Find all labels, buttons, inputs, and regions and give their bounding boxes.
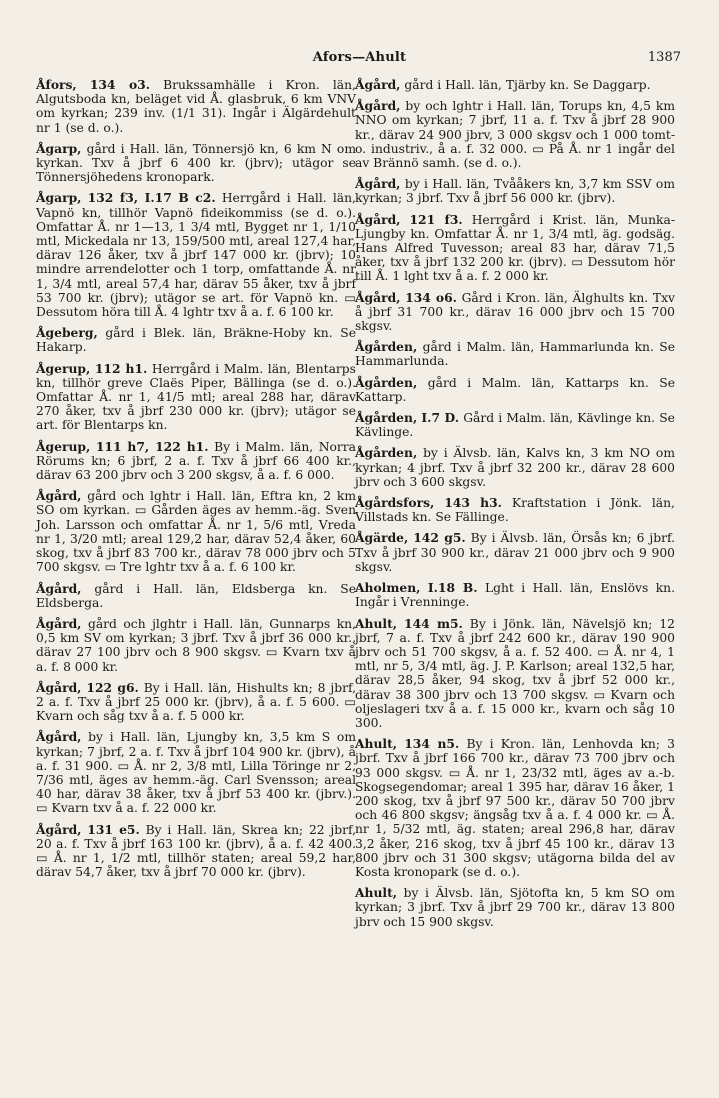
entry-map-ref: I.18 B. <box>427 580 478 596</box>
gazetteer-entry <box>36 730 356 815</box>
gazetteer-entry <box>36 681 356 724</box>
entry-headword: Ågården, <box>355 410 418 426</box>
entry-map-ref: I.7 D. <box>421 410 460 426</box>
entry-headword: Ågården, <box>355 339 418 355</box>
gazetteer-entry <box>36 326 356 354</box>
entry-text: gård i Hall. län, Tjärby kn. Se Daggarp. <box>404 78 651 92</box>
entry-map-ref: 111 h7, 122 h1. <box>95 438 209 454</box>
gazetteer-entry <box>355 340 675 368</box>
entry-text: By i Jönk. län, Nävelsjö kn; 12 jbrf, 7 a. f. Txv å jbrf 242 600 kr., därav 190 900 jbrv och 51 700 skgsv, å a. f. 52 400. ▭ Å. nr 4, 1 mtl, nr 5, 3/4 mtl, äg. J. P. Karlson; areal 132,5 har, därav 28,5 åker, 94 skog, txv å jbrf 52 000 kr., därav 38 300 jbrv och 13 700 skgsv. ▭ Kvarn och oljeslageri txv å a. f. 15 000 kr., kvarn och såg 10 300. <box>355 616 675 730</box>
running-head <box>0 50 719 70</box>
entry-text: By i Malm. län, Norra Rörums kn; 6 jbrf, 2 a. f. Txv å jbrf 66 400 kr., därav 63 200 jbrv och 3 200 skgsv, å a. f. 6 000. <box>36 439 356 483</box>
entry-text: Herrgård i Krist. län, Munka-Ljungby kn. Omfattar Å. nr 1, 3/4 mtl, äg. godsäg. Hans Alfred Tuvesson; areal 83 har, därav 71,5 åker, txv å jbrf 132 200 kr. (jbrv). ▭ Dessutom hör till Å. 1 lght txv å a. f. 2 000 kr. <box>355 212 675 284</box>
entry-headword: Ågård, <box>355 77 401 92</box>
entry-map-ref: 131 e5. <box>87 821 140 837</box>
gazetteer-entry <box>36 191 356 319</box>
page-number: 1387 <box>647 50 681 65</box>
entry-map-ref: 134 o3. <box>89 77 150 92</box>
entry-text: By i Hall. län, Hishults kn; 8 jbrf, 2 a. f. Txv å jbrf 25 000 kr. (jbrv), å a. f. 5 600. ▭ Kvarn och såg txv å a. f. 5 000 kr. <box>36 680 356 724</box>
gazetteer-entry <box>355 99 675 170</box>
gazetteer-entry <box>36 617 356 674</box>
entry-text: gård i Malm. län, Kattarps kn. Se Kattarp. <box>355 375 675 404</box>
entry-text: by i Hall. län, Ljungby kn, 3,5 km S om kyrkan; 7 jbrf, 2 a. f. Txv å jbrf 104 900 kr. (jbrv), å a. f. 31 900. ▭ Å. nr 2, 3/8 mtl, Lilla Töringe nr 2, 7/36 mtl, äges av hemm.-äg. Carl Svensson; areal 40 har, därav 38 åker, txv å jbrf 53 400 kr. (jbrv.). ▭ Kvarn txv å a. f. 22 000 kr. <box>36 730 356 816</box>
entry-map-ref: 121 f3. <box>409 211 463 227</box>
gazetteer-entry <box>36 489 356 574</box>
entry-text: Gård i Malm. län, Kävlinge kn. Se Kävlinge. <box>355 411 675 440</box>
entry-headword: Ågården, <box>355 445 418 461</box>
entry-headword: Ågeberg, <box>36 325 98 341</box>
gazetteer-entry <box>355 376 675 404</box>
gazetteer-entry <box>36 362 356 433</box>
entry-headword: Ågerup, <box>36 438 91 454</box>
entry-text: gård i Hall. län, Eldsberga kn. Se Eldsberga. <box>36 581 356 610</box>
entry-text: Brukssamhälle i Kron. län, Algutsboda kn, beläget vid Å. glasbruk, 6 km VNV om kyrkan; 239 inv. (1/1 31). Ingår i Älgärdehult nr 1 (se d. o.). <box>36 78 356 135</box>
gazetteer-entry <box>355 446 675 489</box>
entry-headword: Ågård, <box>36 615 82 631</box>
entry-text: by i Älvsb. län, Kalvs kn, 3 km NO om kyrkan; 4 jbrf. Txv å jbrf 32 200 kr., därav 28 600 jbrv och 3 600 skgsv. <box>355 446 675 489</box>
entry-text: gård i Malm. län, Hammarlunda kn. Se Hammarlunda. <box>355 340 675 369</box>
gazetteer-entry <box>355 411 675 439</box>
entry-headword: Ågård, <box>36 488 82 504</box>
entry-map-ref: 143 h3. <box>444 495 502 511</box>
entry-headword: Ågård, <box>36 821 82 837</box>
entry-headword: Åfors, <box>36 77 77 92</box>
entry-text: By i Älvsb. län, Örsås kn; 6 jbrf. Txv å jbrf 30 900 kr., därav 21 000 jbrv och 9 900 skgsv. <box>355 531 675 574</box>
entry-headword: Ågård, <box>355 211 401 227</box>
entry-text: by i Älvsb. län, Sjötofta kn, 5 km SO om kyrkan; 3 jbrf. Txv å jbrf 29 700 kr., därav 13 800 jbrv och 15 900 skgsv. <box>355 886 675 929</box>
entry-map-ref: 144 m5. <box>404 615 463 631</box>
entry-text: gård i Hall. län, Tönnersjö kn, 6 km N om kyrkan. Txv å jbrf 6 400 kr. (jbrv); utägor se Tönnersjöhedens kronopark. <box>36 141 356 185</box>
entry-text: Herrgård i Hall. län, Vapnö kn, tillhör Vapnö fideikommiss (se d. o.). Omfattar Å. nr 1—13, 1 3/4 mtl, Bygget nr 1, 1/10 mtl, Mickedala nr 13, 159/500 mtl, areal 127,4 har, därav 126 åker, txv å jbrf 147 000 kr. (jbrv); 10 mindre arrendelotter och 1 torp, omfattande Å. nr 1, 3/4 mtl, areal 57,4 har, därav 55 åker, txv å jbrf 53 700 kr. (jbrv); utägor se art. för Vapnö kn. ▭ Dessutom höra till Å. 4 lghtr txv å a. f. 6 100 kr. <box>36 191 356 320</box>
entry-headword: Ågarp, <box>36 190 82 206</box>
gazetteer-entry <box>355 291 675 334</box>
entry-headword: Ågård, <box>355 98 401 114</box>
entry-headword: Ågårdsfors, <box>355 495 435 511</box>
left-column <box>36 78 356 886</box>
entry-headword: Ågård, <box>355 289 401 305</box>
entry-map-ref: 122 g6. <box>86 679 139 695</box>
entry-text: By i Kron. län, Lenhovda kn; 3 jbrf. Txv å jbrf 166 700 kr., därav 73 700 jbrv och 93 000 skgsv. ▭ Å. nr 1, 23/32 mtl, äges av a.-b. Skogsegendomar; areal 1 395 har, därav 16 åker, 1 200 skog, txv å jbrf 97 500 kr., därav 50 700 jbrv och 46 800 skgsv; ängsåg txv å a. f. 4 000 kr. ▭ Å. nr 1, 5/32 mtl, äg. staten; areal 296,8 har, därav 3,2 åker, 216 skog, txv å jbrf 45 100 kr., därav 13 800 jbrv och 31 300 skgsv; utägorna bilda del av Kosta kronopark (se d. o.). <box>355 737 675 879</box>
entry-headword: Ågård, <box>36 580 82 596</box>
entry-headword: Ahult, <box>355 885 398 901</box>
right-column <box>355 78 675 936</box>
entry-headword: Ågärde, <box>355 530 409 546</box>
entry-headword: Ågård, <box>355 176 401 192</box>
gazetteer-entry <box>355 496 675 524</box>
gazetteer-entry <box>355 581 675 609</box>
gazetteer-entry <box>355 737 675 879</box>
gazetteer-entry <box>36 823 356 880</box>
entry-text: Lght i Hall. län, Enslövs kn. Ingår i Vrenninge. <box>355 581 675 610</box>
entry-headword: Ahult, <box>355 736 398 752</box>
gazetteer-entry <box>355 177 675 205</box>
entry-text: By i Hall. län, Skrea kn; 22 jbrf, 20 a. f. Txv å jbrf 163 100 kr. (jbrv), å a. f. 42 400. ▭ Å. nr 1, 1/2 mtl, tillhör staten; areal 59,2 har, därav 54,7 åker, txv å jbrf 70 000 kr. (jbrv). <box>36 822 356 880</box>
entry-map-ref: 132 f3, I.17 B c2. <box>87 190 216 206</box>
gazetteer-entry <box>355 78 675 92</box>
entry-text: Gård i Kron. län, Älghults kn. Txv å jbrf 31 700 kr., därav 16 000 jbrv och 15 700 skgsv. <box>355 290 675 334</box>
gazetteer-entry <box>36 440 356 483</box>
entry-headword: Aholmen, <box>355 580 421 596</box>
entry-map-ref: 134 o6. <box>405 289 457 305</box>
entry-headword: Ahult, <box>355 615 398 631</box>
entry-text: Kraftstation i Jönk. län, Villstads kn. Se Fällinge. <box>355 496 675 525</box>
entry-text: gård och jlghtr i Hall. län, Gunnarps kn, 0,5 km SV om kyrkan; 3 jbrf. Txv å jbrf 36 000 kr., därav 27 100 jbrv och 8 900 skgsv. ▭ Kvarn txv å a. f. 8 000 kr. <box>36 616 356 674</box>
gazetteer-entry <box>355 617 675 731</box>
entry-text: by och lghtr i Hall. län, Torups kn, 4,5 km NNO om kyrkan; 7 jbrf, 11 a. f. Txv å jbrf 28 900 kr., därav 24 900 jbrv, 3 000 skgsv och 1 000 tomt- o. industriv., å a. f. 32 000. ▭ På Å. nr 1 ingår del av Brännö samh. (se d. o.). <box>355 99 675 171</box>
entry-headword: Ågerup, <box>36 360 91 376</box>
entry-headword: Ågård, <box>36 679 82 695</box>
entry-map-ref: 142 g5. <box>413 530 466 546</box>
gazetteer-entry <box>355 531 675 574</box>
gazetteer-entry <box>36 78 356 135</box>
gazetteer-entry <box>355 213 675 284</box>
entry-map-ref: 112 h1. <box>94 360 148 376</box>
gazetteer-entry <box>355 886 675 929</box>
entry-text: Herrgård i Malm. län, Blentarps kn, tillhör greve Claës Piper, Bällinga (se d. o.). Omfattar Å. nr 1, 41/5 mtl; areal 288 har, därav 270 åker, txv å jbrf 230 000 kr. (jbrv); utägor se art. för Blentarps kn. <box>36 361 356 433</box>
page-title: Afors—Ahult <box>312 50 407 65</box>
entry-map-ref: 134 n5. <box>404 736 460 752</box>
entry-text: by i Hall. län, Tvååkers kn, 3,7 km SSV om kyrkan; 3 jbrf. Txv å jbrf 56 000 kr. (jbrv). <box>355 177 675 206</box>
gazetteer-entry <box>36 142 356 185</box>
entry-text: gård och lghtr i Hall. län, Eftra kn, 2 km SO om kyrkan. ▭ Gården äges av hemm.-äg. Sven Joh. Larsson och omfattar Å. nr 1, 5/6 mtl, Vreda nr 1, 3/20 mtl; areal 129,2 har, därav 52,4 åker, 60 skog, txv å jbrf 83 700 kr., därav 78 000 jbrv och 5 700 skgsv. ▭ Tre lghtr txv å a. f. 6 100 kr. <box>36 489 356 575</box>
entry-headword: Ågarp, <box>36 140 82 156</box>
entry-headword: Ågården, <box>355 374 418 390</box>
entry-headword: Ågård, <box>36 729 82 745</box>
gazetteer-entry <box>36 582 356 610</box>
entry-text: gård i Blek. län, Bräkne-Hoby kn. Se Hakarp. <box>36 326 356 355</box>
